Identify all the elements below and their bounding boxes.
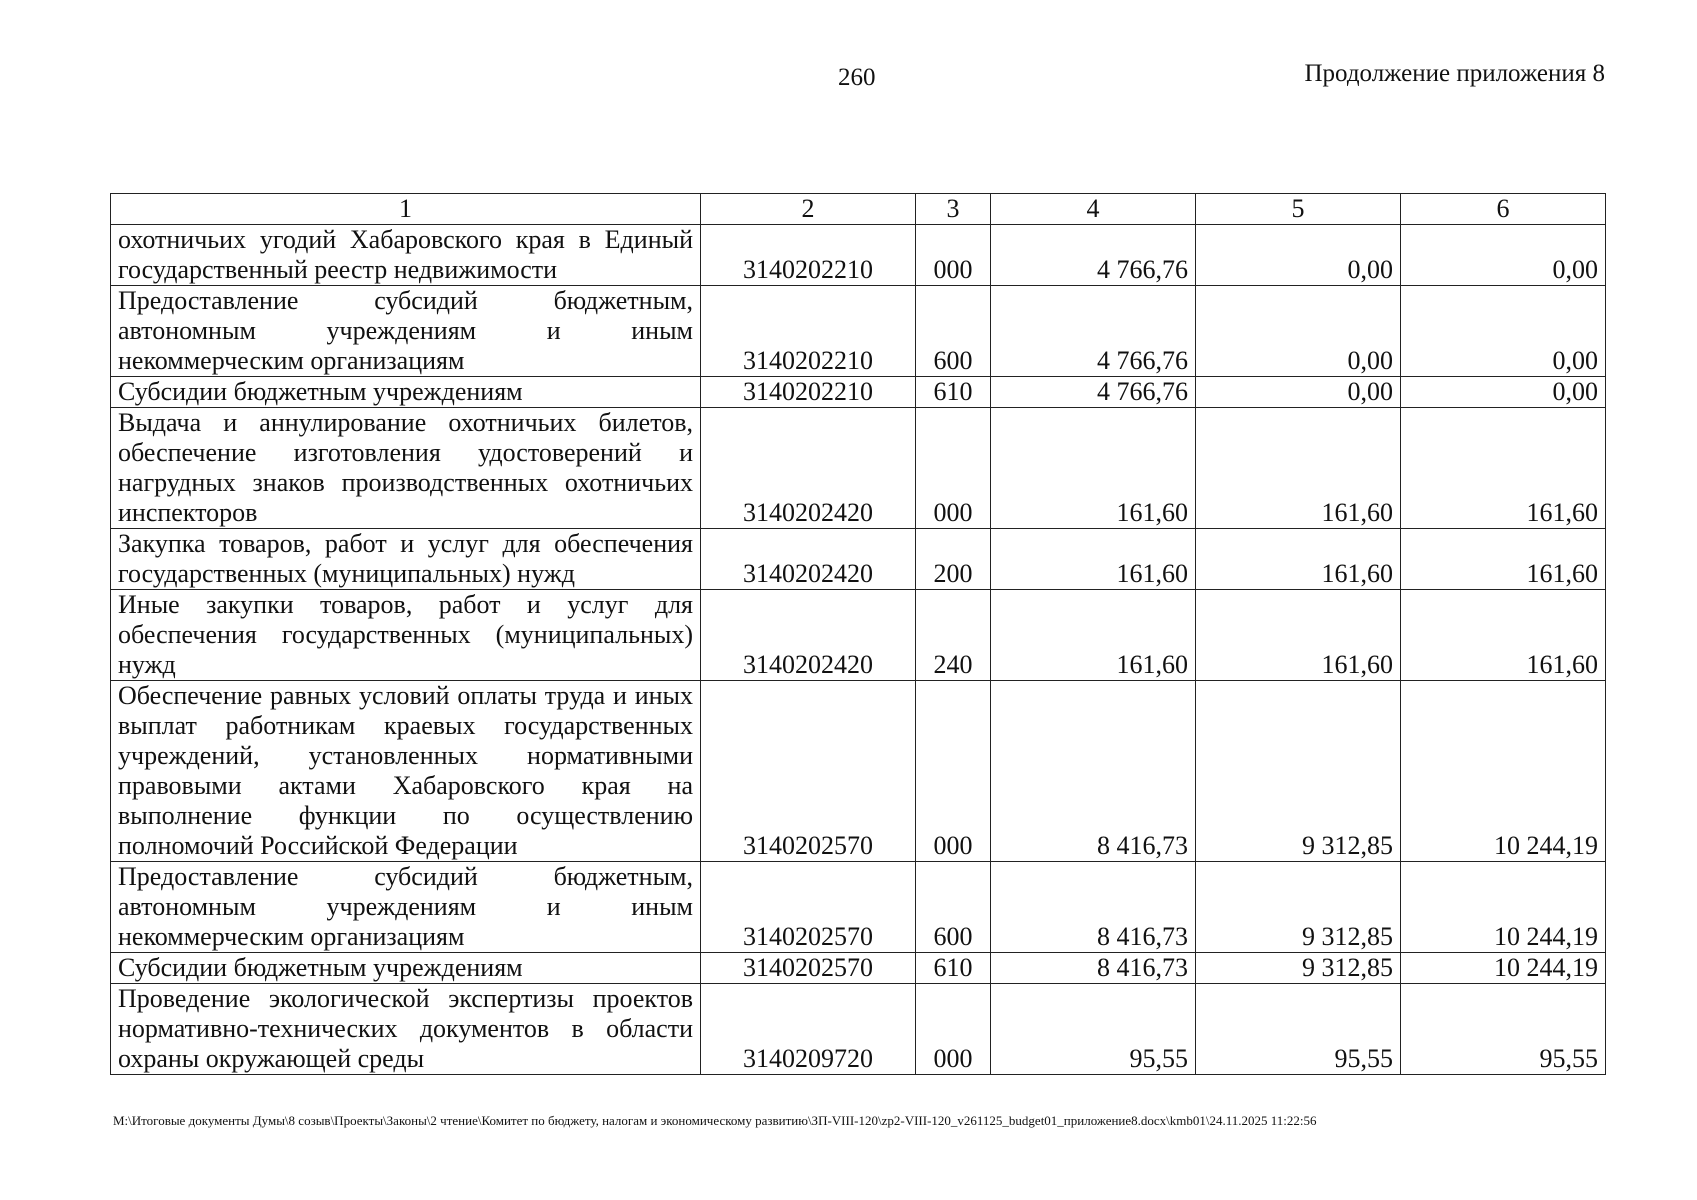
amount-year2-cell: 0,00	[1196, 377, 1401, 408]
amount-year1-cell: 8 416,73	[991, 953, 1196, 984]
budget-table	[110, 193, 1606, 1075]
amount-year2-cell: 9 312,85	[1196, 953, 1401, 984]
expense-type-code-cell: 610	[916, 377, 991, 408]
amount-year3-cell: 0,00	[1401, 225, 1606, 286]
target-article-code-cell: 3140202570	[701, 953, 916, 984]
table-row	[111, 984, 1606, 1075]
amount-year3-cell: 10 244,19	[1401, 862, 1606, 953]
amount-year1-cell: 161,60	[991, 529, 1196, 590]
target-article-code-cell: 3140202210	[701, 286, 916, 377]
amount-year2-cell: 9 312,85	[1196, 862, 1401, 953]
amount-year3-cell: 10 244,19	[1401, 681, 1606, 862]
table-row	[111, 953, 1606, 984]
target-article-code-cell: 3140209720	[701, 984, 916, 1075]
amount-year2-cell: 0,00	[1196, 225, 1401, 286]
expense-type-code-cell: 610	[916, 953, 991, 984]
amount-year1-cell: 4 766,76	[991, 377, 1196, 408]
header-col-3: 3	[916, 194, 991, 225]
header-col-1: 1	[111, 194, 701, 225]
amount-year2-cell: 161,60	[1196, 590, 1401, 681]
amount-year2-cell: 9 312,85	[1196, 681, 1401, 862]
description-cell: Предоставление субсидий бюджетным, автономным учреждениям и иным некоммерческим организациям	[111, 862, 701, 953]
target-article-code-cell: 3140202210	[701, 225, 916, 286]
appendix-continuation-note: Продолжение приложения 8	[1304, 60, 1605, 87]
target-article-code-cell: 3140202210	[701, 377, 916, 408]
amount-year3-cell: 10 244,19	[1401, 953, 1606, 984]
expense-type-code-cell: 000	[916, 681, 991, 862]
amount-year1-cell: 95,55	[991, 984, 1196, 1075]
amount-year2-cell: 0,00	[1196, 286, 1401, 377]
target-article-code-cell: 3140202570	[701, 862, 916, 953]
table-row	[111, 377, 1606, 408]
amount-year1-cell: 8 416,73	[991, 862, 1196, 953]
description-cell: охотничьих угодий Хабаровского края в Единый государственный реестр недвижимости	[111, 225, 701, 286]
amount-year3-cell: 95,55	[1401, 984, 1606, 1075]
amount-year1-cell: 4 766,76	[991, 286, 1196, 377]
header-col-5: 5	[1196, 194, 1401, 225]
table-row	[111, 862, 1606, 953]
table-header-row	[111, 194, 1606, 225]
target-article-code-cell: 3140202420	[701, 529, 916, 590]
table-row	[111, 408, 1606, 529]
amount-year3-cell: 161,60	[1401, 590, 1606, 681]
description-cell: Субсидии бюджетным учреждениям	[111, 377, 701, 408]
header-col-2: 2	[701, 194, 916, 225]
amount-year1-cell: 8 416,73	[991, 681, 1196, 862]
description-cell: Выдача и аннулирование охотничьих билетов, обеспечение изготовления удостоверений и нагрудных знаков производственных охотничьих инспекторов	[111, 408, 701, 529]
amount-year1-cell: 4 766,76	[991, 225, 1196, 286]
target-article-code-cell: 3140202570	[701, 681, 916, 862]
target-article-code-cell: 3140202420	[701, 590, 916, 681]
amount-year1-cell: 161,60	[991, 590, 1196, 681]
amount-year2-cell: 161,60	[1196, 529, 1401, 590]
amount-year3-cell: 161,60	[1401, 529, 1606, 590]
header-col-4: 4	[991, 194, 1196, 225]
amount-year2-cell: 161,60	[1196, 408, 1401, 529]
description-cell: Субсидии бюджетным учреждениям	[111, 953, 701, 984]
expense-type-code-cell: 240	[916, 590, 991, 681]
expense-type-code-cell: 000	[916, 984, 991, 1075]
page-number: 260	[838, 64, 876, 91]
amount-year2-cell: 95,55	[1196, 984, 1401, 1075]
table-row	[111, 590, 1606, 681]
amount-year3-cell: 0,00	[1401, 286, 1606, 377]
expense-type-code-cell: 000	[916, 225, 991, 286]
amount-year1-cell: 161,60	[991, 408, 1196, 529]
footer-file-path: M:\Итоговые документы Думы\8 созыв\Проекты\Законы\2 чтение\Комитет по бюджету, налогам и экономическому развитию\ЗП-VIII-120\zp2-VIII-120_v261125_budget01_приложение8.docx\kmb01\24.11.2025 11:22:56	[113, 1113, 1317, 1128]
amount-year3-cell: 161,60	[1401, 408, 1606, 529]
expense-type-code-cell: 600	[916, 862, 991, 953]
table-row	[111, 286, 1606, 377]
expense-type-code-cell: 600	[916, 286, 991, 377]
description-cell: Закупка товаров, работ и услуг для обеспечения государственных (муниципальных) нужд	[111, 529, 701, 590]
table-row	[111, 681, 1606, 862]
description-cell: Проведение экологической экспертизы проектов нормативно-технических документов в области охраны окружающей среды	[111, 984, 701, 1075]
description-cell: Иные закупки товаров, работ и услуг для обеспечения государственных (муниципальных) нужд	[111, 590, 701, 681]
header-col-6: 6	[1401, 194, 1606, 225]
target-article-code-cell: 3140202420	[701, 408, 916, 529]
amount-year3-cell: 0,00	[1401, 377, 1606, 408]
expense-type-code-cell: 200	[916, 529, 991, 590]
table-row	[111, 225, 1606, 286]
description-cell: Обеспечение равных условий оплаты труда и иных выплат работникам краевых государственных учреждений, установленных нормативными правовыми актами Хабаровского края на выполнение функции по осуществлению полномочий Российской Федерации	[111, 681, 701, 862]
table-row	[111, 529, 1606, 590]
description-cell: Предоставление субсидий бюджетным, автономным учреждениям и иным некоммерческим организациям	[111, 286, 701, 377]
expense-type-code-cell: 000	[916, 408, 991, 529]
